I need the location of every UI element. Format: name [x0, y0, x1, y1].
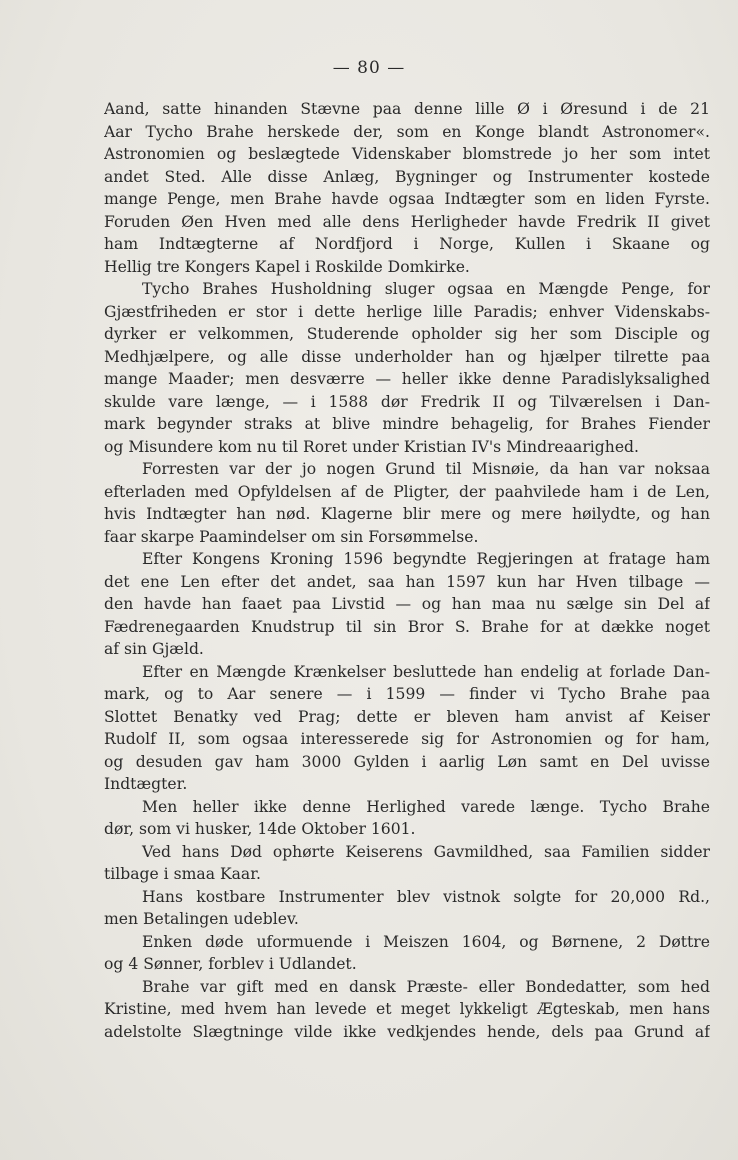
text-line: ham Indtægterne af Nordfjord i Norge, Kullen i Skaane og: [104, 235, 710, 253]
text-line: Tycho Brahes Husholdning sluger ogsaa en Mængde Penge, for: [142, 280, 710, 298]
text-line: Forresten var der jo nogen Grund til Misnøie, da han var noksaa: [142, 460, 710, 478]
text-line: adelstolte Slægtninge vilde ikke vedkjendes hende, dels paa Grund af: [104, 1022, 710, 1041]
text-line: mark, og to Aar senere — i 1599 — finder vi Tycho Brahe paa: [104, 685, 710, 703]
text-line: Hans kostbare Instrumenter blev vistnok solgte for 20,000 Rd.,: [142, 887, 710, 906]
text-line: det ene Len efter det andet, saa han 1597 kun har Hven tilbage —: [104, 572, 710, 591]
text-line: Gjæstfriheden er stor i dette herlige lille Paradis; enhver Videnskabs-: [104, 302, 710, 321]
text-line: dyrker er velkommen, Studerende opholder sig her som Disciple og: [104, 325, 710, 343]
text-line: Efter Kongens Kroning 1596 begyndte Regjeringen at fratage ham: [142, 550, 710, 568]
body-text: [104, 98, 710, 1043]
page-number: — 80 —: [332, 58, 406, 78]
text-line: af sin Gjæld.: [104, 640, 204, 658]
text-line: men Betalingen udeblev.: [104, 910, 299, 928]
text-line: Enken døde uformuende i Meiszen 1604, og Børnene, 2 Døttre: [142, 932, 710, 951]
text-line: og desuden gav ham 3000 Gylden i aarlig Løn samt en Del uvisse: [104, 752, 710, 771]
text-line: Brahe var gift med en dansk Præste- eller Bondedatter, som hed: [142, 977, 710, 996]
text-line: den havde han faaet paa Livstid — og han maa nu sælge sin Del af: [104, 595, 710, 613]
text-line: Astronomien og beslægtede Videnskaber blomstrede jo her som intet: [104, 145, 710, 163]
text-line: skulde vare længe, — i 1588 dør Fredrik II og Tilværelsen i Dan-: [104, 392, 710, 411]
text-line: mange Penge, men Brahe havde ogsaa Indtægter som en liden Fyrste.: [104, 190, 710, 208]
text-line: Foruden Øen Hven med alle dens Herligheder havde Fredrik II givet: [104, 212, 710, 231]
text-line: og 4 Sønner, forblev i Udlandet.: [104, 955, 357, 973]
text-line: tilbage i smaa Kaar.: [104, 865, 261, 883]
text-line: faar skarpe Paamindelser om sin Forsømmelse.: [104, 527, 479, 546]
text-line: efterladen med Opfyldelsen af de Pligter, der paahvilede ham i de Len,: [104, 482, 710, 501]
text-line: mange Maader; men desværre — heller ikke denne Paradislyksalighed: [104, 370, 710, 388]
text-line: Slottet Benatky ved Prag; dette er bleven ham anvist af Keiser: [104, 707, 710, 726]
text-line: Men heller ikke denne Herlighed varede længe. Tycho Brahe: [142, 797, 710, 816]
text-line: Fædrenegaarden Knudstrup til sin Bror S. Brahe for at dække noget: [104, 617, 710, 636]
text-line: Indtægter.: [104, 775, 188, 793]
text-line: Efter en Mængde Krænkelser besluttede han endelig at forlade Dan-: [142, 662, 710, 681]
text-line: Rudolf II, som ogsaa interesserede sig for Astronomien og for ham,: [104, 730, 710, 748]
text-line: Medhjælpere, og alle disse underholder han og hjælper tilrette paa: [104, 347, 710, 366]
text-line: Ved hans Død ophørte Keiserens Gavmildhed, saa Familien sidder: [142, 842, 710, 861]
text-line: dør, som vi husker, 14de Oktober 1601.: [104, 820, 416, 838]
text-line: og Misundere kom nu til Roret under Kristian IV's Mindreaarighed.: [104, 437, 639, 456]
text-line: Aar Tycho Brahe herskede der, som en Konge blandt Astronomer«.: [104, 122, 710, 141]
text-line: andet Sted. Alle disse Anlæg, Bygninger og Instrumenter kostede: [104, 167, 710, 186]
text-line: mark begynder straks at blive mindre behagelig, for Brahes Fiender: [104, 415, 710, 433]
text-line: Aand, satte hinanden Stævne paa denne lille Ø i Øresund i de 21: [104, 100, 710, 118]
text-line: hvis Indtægter han nød. Klagerne blir mere og mere høilydte, og han: [104, 505, 710, 523]
text-line: Hellig tre Kongers Kapel i Roskilde Domkirke.: [104, 257, 470, 276]
text-line: Kristine, med hvem han levede et meget lykkeligt Ægteskab, men hans: [104, 1000, 710, 1018]
